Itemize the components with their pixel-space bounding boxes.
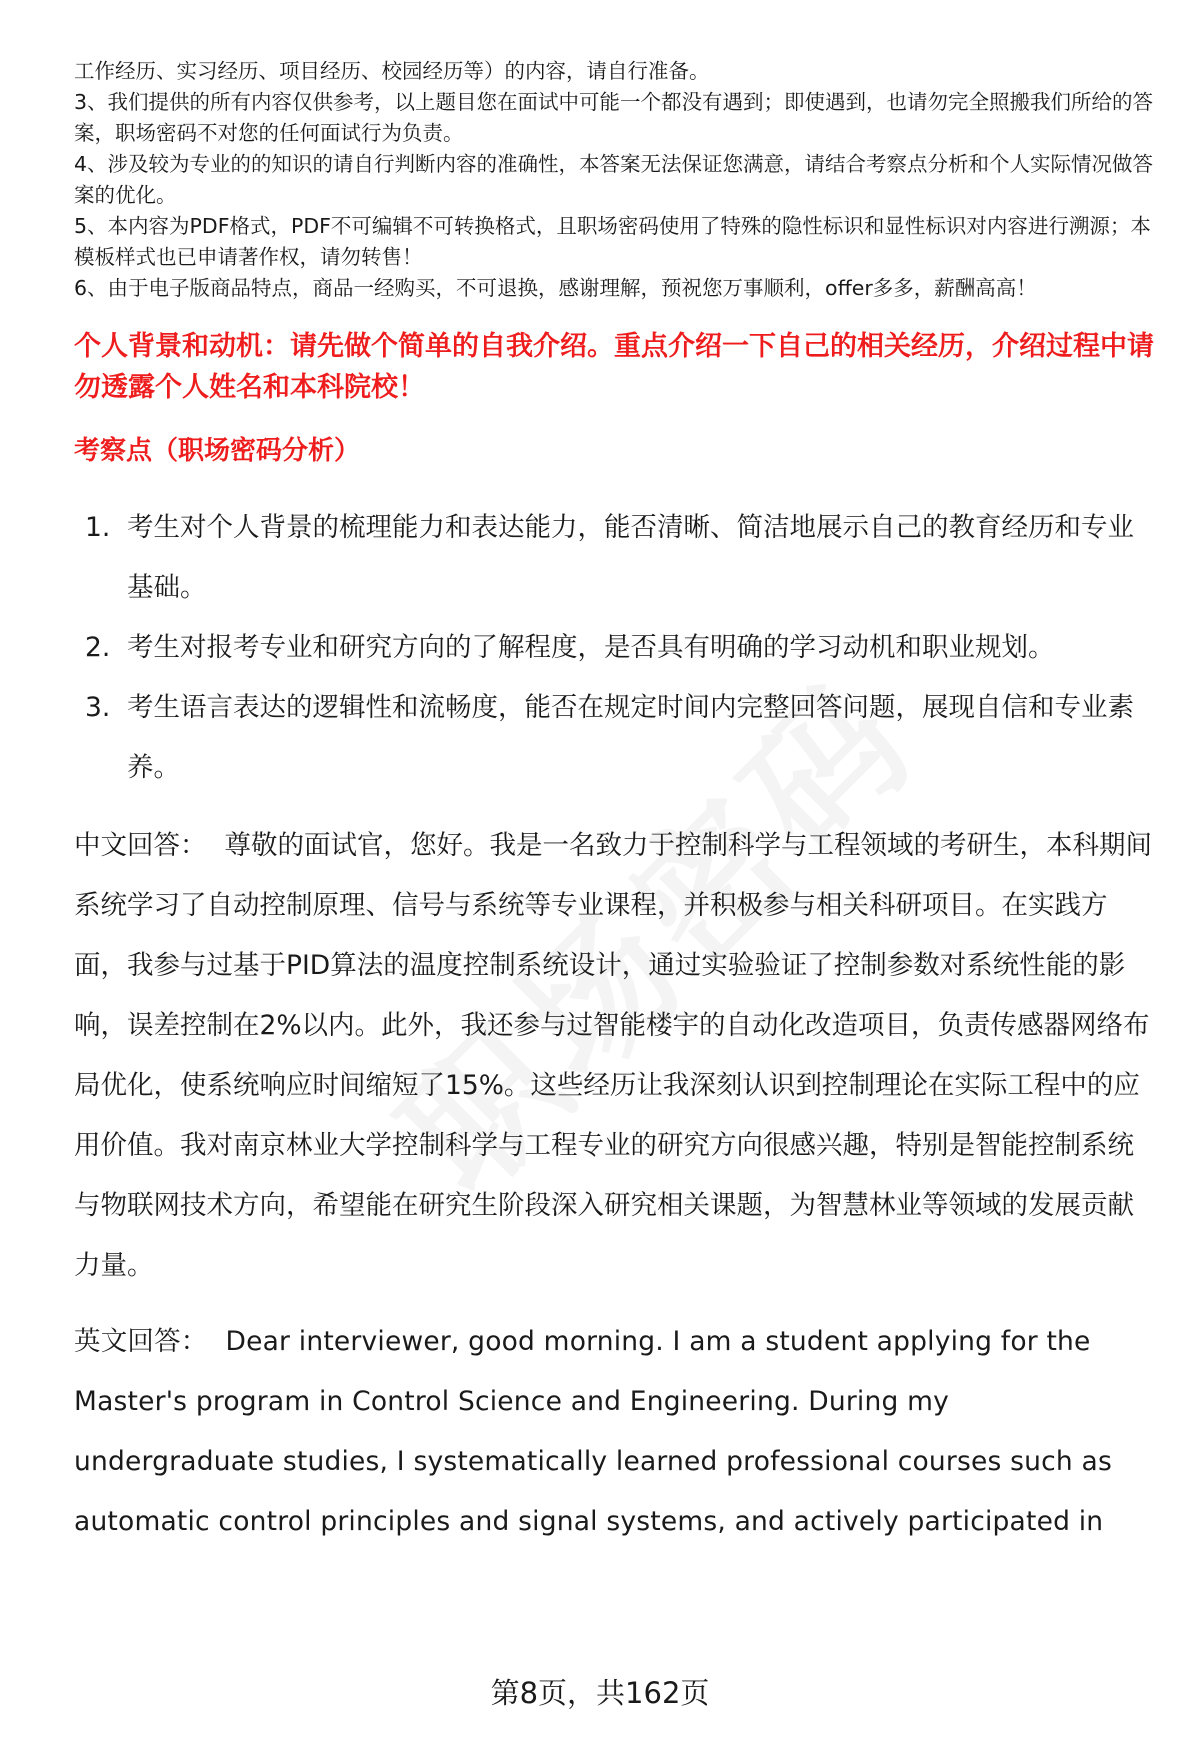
notice-line: 6、由于电子版商品特点，商品一经购买，不可退换，感谢理解，预祝您万事顺利，offer多多，薪酬高高！ — [74, 276, 1037, 300]
assessment-points-list — [74, 498, 1156, 798]
list-item-number: 1. — [85, 512, 111, 543]
notice-line: 5、本内容为PDF格式，PDF不可编辑不可转换格式，且职场密码使用了特殊的隐性标识和显性标识对内容进行溯源；本模板样式也已申请著作权，请勿转售！ — [74, 214, 1151, 269]
list-item-number: 2. — [85, 632, 111, 663]
english-answer-label: 英文回答： — [74, 1326, 208, 1357]
chinese-answer — [74, 816, 1156, 1296]
notice-line: 工作经历、实习经历、项目经历、校园经历等）的内容，请自行准备。 — [74, 59, 710, 83]
interview-question: 个人背景和动机：请先做个简单的自我介绍。重点介绍一下自己的相关经历，介绍过程中请勿透露个人姓名和本科院校！ — [74, 331, 1154, 403]
notice-block — [74, 56, 1156, 304]
chinese-answer-text: 尊敬的面试官，您好。我是一名致力于控制科学与工程领域的考研生，本科期间系统学习了自动控制原理、信号与系统等专业课程，并积极参与相关科研项目。在实践方面，我参与过基于PID算法的温度控制系统设计，通过实验验证了控制参数对系统性能的影响，误差控制在2%以内。此外，我还参与过智能楼宇的自动化改造项目，负责传感器网络布局优化，使系统响应时间缩短了15%。这些经历让我深刻认识到控制理论在实际工程中的应用价值。我对南京林业大学控制科学与工程专业的研究方向很感兴趣，特别是智能控制系统与物联网技术方向，希望能在研究生阶段深入研究相关课题，为智慧林业等领域的发展贡献力量。 — [74, 830, 1152, 1281]
list-item-text: 考生对个人背景的梳理能力和表达能力，能否清晰、简洁地展示自己的教育经历和专业基础。 — [127, 512, 1134, 603]
notice-line: 3、我们提供的所有内容仅供参考，以上题目您在面试中可能一个都没有遇到；即使遇到，也请勿完全照搬我们所给的答案，职场密码不对您的任何面试行为负责。 — [74, 90, 1154, 145]
chinese-answer-label: 中文回答： — [74, 830, 207, 861]
list-item-text: 考生对报考专业和研究方向的了解程度，是否具有明确的学习动机和职业规划。 — [127, 632, 1055, 663]
document-page — [74, 56, 1156, 1552]
list-item — [74, 678, 1156, 798]
list-item — [74, 618, 1156, 678]
english-answer-text: Dear interviewer, good morning. I am a student applying for the Master's program in Control Science and Engineering. During my undergraduate studies, I systematically learned professional courses such as automatic control principles and signal systems, and actively participated in — [74, 1326, 1112, 1537]
list-item-text: 考生语言表达的逻辑性和流畅度，能否在规定时间内完整回答问题，展现自信和专业素养。 — [127, 692, 1134, 783]
notice-line: 4、涉及较为专业的的知识的请自行判断内容的准确性，本答案无法保证您满意，请结合考察点分析和个人实际情况做答案的优化。 — [74, 152, 1154, 207]
english-answer — [74, 1312, 1156, 1552]
page-number: 第8页，共162页 — [490, 1676, 710, 1710]
analysis-section-title: 考察点（职场密码分析） — [74, 436, 361, 466]
list-item-number: 3. — [85, 692, 111, 723]
list-item — [74, 498, 1156, 618]
